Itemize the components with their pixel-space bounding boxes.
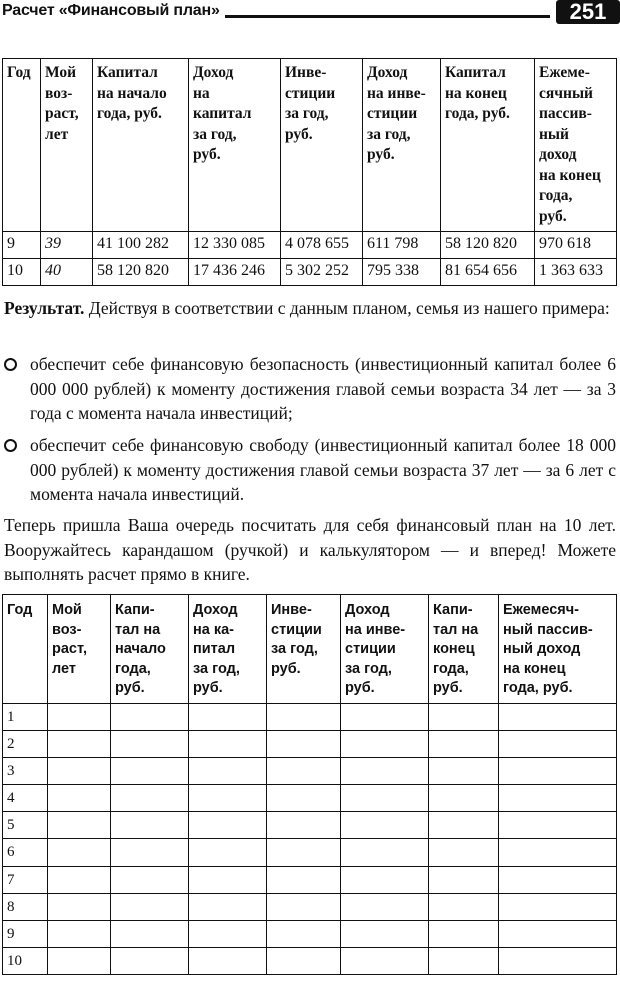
header-line: ный доход [503, 641, 581, 657]
table-row [3, 948, 617, 975]
blank-cell[interactable] [48, 757, 111, 784]
table-cell: 970 618 [535, 232, 617, 259]
year-cell: 7 [3, 866, 48, 893]
header-line: Капитал [445, 64, 506, 81]
header-line: на конец [503, 660, 566, 677]
header-line: Капи- [433, 602, 473, 618]
header-line: конец [433, 641, 475, 657]
invitation-paragraph: Теперь пришла Ваша очередь посчитать для себя финансовый план на 10 лет. Вооружайтесь карандашом (ручкой) и калькулятором — и вперед! Можете выполнять расчет прямо в книге. [4, 515, 616, 584]
blank-cell[interactable] [499, 893, 617, 920]
header-line: руб. [433, 680, 463, 696]
blank-cell[interactable] [189, 921, 267, 948]
column-header [3, 595, 48, 704]
list-item [4, 433, 616, 507]
year-cell: 5 [3, 812, 48, 839]
table-cell: 58 120 820 [441, 232, 535, 259]
blank-cell[interactable] [341, 893, 429, 920]
table-cell: 5 302 252 [281, 259, 363, 286]
header-line: начало [115, 641, 166, 657]
table-cell: 39 [41, 232, 93, 259]
column-header [281, 59, 363, 232]
header-line: стиции [345, 641, 396, 657]
table-cell: 9 [3, 232, 41, 259]
column-header [267, 595, 341, 704]
blank-cell[interactable] [429, 921, 499, 948]
column-header [341, 595, 429, 704]
header-line: тал на [433, 621, 479, 638]
header-line: за год, [345, 660, 392, 677]
header-line: пассив- [539, 105, 592, 122]
blank-cell[interactable] [111, 839, 189, 866]
table-header-row [3, 595, 617, 704]
header-line: Доход [345, 602, 390, 618]
year-cell: 6 [3, 839, 48, 866]
column-header [93, 59, 189, 232]
header-line: года, [433, 660, 469, 677]
blank-cell[interactable] [48, 812, 111, 839]
circle-bullet-icon [4, 358, 17, 371]
blank-cell[interactable] [341, 730, 429, 757]
table-row [3, 730, 617, 757]
blank-cell[interactable] [429, 785, 499, 812]
blank-cell[interactable] [499, 921, 617, 948]
blank-cell[interactable] [189, 839, 267, 866]
column-header [3, 59, 41, 232]
header-line: раст, [45, 105, 79, 122]
blank-cell[interactable] [189, 785, 267, 812]
blank-cell[interactable] [189, 812, 267, 839]
result-text: Действуя в соответствии с данным планом, семья из нашего примера: [88, 298, 610, 318]
header-line: за год, [367, 125, 411, 143]
blank-cell[interactable] [111, 948, 189, 975]
column-header [189, 595, 267, 704]
header-line: лет [45, 125, 69, 143]
table-cell: 41 100 282 [93, 232, 189, 259]
circle-bullet-icon [4, 439, 17, 452]
blank-cell[interactable] [267, 730, 341, 757]
result-label: Результат. [4, 298, 85, 318]
blank-cell[interactable] [267, 812, 341, 839]
header-line: руб. [193, 146, 221, 163]
table-row [3, 893, 617, 920]
header-line: Доход [193, 64, 234, 81]
blank-cell[interactable] [429, 866, 499, 893]
header-line: Мой [52, 602, 82, 618]
column-header [111, 595, 189, 704]
blank-cell[interactable] [267, 785, 341, 812]
header-line: на инве- [367, 84, 426, 102]
table-header-row [3, 59, 617, 232]
table-row [3, 703, 617, 730]
header-line: года, руб. [503, 680, 573, 696]
header-line: Год [7, 602, 33, 618]
header-line: Ежемесяч- [503, 602, 580, 618]
header-line: за год, [193, 125, 237, 143]
header-rule [225, 15, 550, 18]
blank-cell[interactable] [48, 839, 111, 866]
blank-cell[interactable] [111, 757, 189, 784]
blank-cell[interactable] [189, 866, 267, 893]
header-line: года, [539, 187, 573, 204]
list-item [4, 352, 616, 426]
blank-cell[interactable] [341, 839, 429, 866]
header-line: тал на [115, 621, 161, 638]
column-header [363, 59, 441, 232]
header-line: на конец [539, 166, 601, 184]
column-header [535, 59, 617, 232]
header-line: руб. [115, 680, 145, 696]
header-line: на начало [97, 84, 167, 102]
table-row [3, 232, 617, 259]
header-line: стиции [285, 84, 336, 102]
year-cell: 10 [3, 948, 48, 975]
header-line: лет [52, 660, 76, 677]
bullet-text: обеспечит себе финансовую безопасность (инвестиционный капитал более 6 000 000 рублей) к моменту достижения главой семьи возраста 34 лет — за 3 года с момента начала инвестиций; [30, 354, 616, 423]
blank-cell[interactable] [499, 757, 617, 784]
blank-cell[interactable] [111, 785, 189, 812]
table-cell: 1 363 633 [535, 259, 617, 286]
header-line: Доход [193, 602, 238, 618]
header-line: раст, [52, 641, 88, 657]
blank-cell[interactable] [48, 893, 111, 920]
header-line: за год, [193, 660, 240, 677]
blank-cell[interactable] [429, 839, 499, 866]
table-row [3, 785, 617, 812]
blank-cell[interactable] [499, 785, 617, 812]
year-cell: 4 [3, 785, 48, 812]
header-line: Инве- [285, 64, 327, 81]
blank-cell[interactable] [48, 921, 111, 948]
blank-cell[interactable] [429, 730, 499, 757]
blank-cell[interactable] [111, 703, 189, 730]
blank-cell[interactable] [48, 948, 111, 975]
blank-cell[interactable] [341, 703, 429, 730]
blank-cell[interactable] [111, 866, 189, 893]
table-row [3, 839, 617, 866]
table-row [3, 259, 617, 286]
table-cell: 4 078 655 [281, 232, 363, 259]
header-line: года, [115, 660, 151, 677]
header-line: сячный [539, 84, 593, 102]
header-line: на конец [445, 84, 507, 102]
table-row [3, 757, 617, 784]
blank-cell[interactable] [267, 921, 341, 948]
column-header [189, 59, 281, 232]
blank-cell[interactable] [499, 812, 617, 839]
blank-cell[interactable] [189, 757, 267, 784]
header-line: Капитал [97, 64, 158, 81]
blank-cell[interactable] [48, 785, 111, 812]
column-header [48, 595, 111, 704]
table-cell: 611 798 [363, 232, 441, 259]
header-line: воз- [45, 84, 73, 102]
header-line: ный пассив- [503, 621, 593, 638]
blank-cell[interactable] [111, 812, 189, 839]
column-header [499, 595, 617, 704]
blank-cell[interactable] [48, 730, 111, 757]
blank-cell[interactable] [189, 893, 267, 920]
blank-cell[interactable] [341, 757, 429, 784]
year-cell: 8 [3, 893, 48, 920]
blank-cell[interactable] [341, 866, 429, 893]
page-number: 251 [556, 0, 620, 24]
blank-plan-table [2, 594, 617, 975]
table-row [3, 866, 617, 893]
table-cell: 58 120 820 [93, 259, 189, 286]
table-cell: 10 [3, 259, 41, 286]
blank-cell[interactable] [499, 839, 617, 866]
blank-cell[interactable] [429, 893, 499, 920]
header-line: Мой [45, 64, 77, 81]
table-row [3, 812, 617, 839]
blank-cell[interactable] [267, 757, 341, 784]
blank-cell[interactable] [499, 703, 617, 730]
header-line: Капи- [115, 602, 155, 618]
header-line: за год, [285, 105, 329, 122]
table-cell: 81 654 656 [441, 259, 535, 286]
blank-cell[interactable] [499, 866, 617, 893]
header-line: руб. [285, 125, 313, 143]
header-line: руб. [271, 660, 301, 677]
blank-cell[interactable] [429, 757, 499, 784]
blank-cell[interactable] [341, 948, 429, 975]
header-line: за год, [271, 641, 318, 657]
header-line: Инве- [271, 602, 312, 618]
header-line: руб. [345, 680, 375, 696]
blank-cell[interactable] [267, 703, 341, 730]
page-header [0, 0, 620, 28]
column-header [41, 59, 93, 232]
blank-cell[interactable] [111, 730, 189, 757]
blank-cell[interactable] [429, 948, 499, 975]
year-cell: 2 [3, 730, 48, 757]
header-line: руб. [367, 146, 395, 163]
table-cell: 12 330 085 [189, 232, 281, 259]
header-line: Год [7, 64, 31, 81]
header-line: доход [539, 146, 577, 163]
year-cell: 3 [3, 757, 48, 784]
header-line: Доход [367, 64, 408, 81]
header-line: капитал [193, 105, 252, 122]
blank-cell[interactable] [429, 703, 499, 730]
header-line: стиции [367, 105, 418, 122]
blank-cell[interactable] [429, 812, 499, 839]
header-line: Ежеме- [539, 64, 590, 81]
blank-cell[interactable] [267, 866, 341, 893]
blank-cell[interactable] [189, 948, 267, 975]
table-cell: 795 338 [363, 259, 441, 286]
blank-cell[interactable] [48, 703, 111, 730]
header-line: руб. [193, 680, 223, 696]
example-plan-table [2, 58, 617, 286]
header-line: на ка- [193, 621, 235, 638]
blank-cell[interactable] [189, 730, 267, 757]
year-cell: 1 [3, 703, 48, 730]
header-line: воз- [52, 621, 82, 638]
table-row [3, 921, 617, 948]
table-cell: 40 [41, 259, 93, 286]
blank-cell[interactable] [267, 839, 341, 866]
blank-cell[interactable] [48, 866, 111, 893]
blank-cell[interactable] [267, 893, 341, 920]
result-paragraph [4, 296, 616, 321]
blank-cell[interactable] [341, 812, 429, 839]
blank-cell[interactable] [499, 730, 617, 757]
blank-cell[interactable] [267, 948, 341, 975]
header-line: на [193, 84, 210, 102]
header-line: года, руб. [445, 105, 510, 122]
bullet-text: обеспечит себе финансовую свободу (инвестиционный капитал более 18 000 000 рублей) к моменту достижения главой семьи возраста 37 лет — за 6 лет с момента начала инвестиций. [30, 435, 616, 504]
year-cell: 9 [3, 921, 48, 948]
blank-cell[interactable] [111, 921, 189, 948]
header-line: питал [193, 641, 236, 657]
header-line: стиции [271, 621, 322, 638]
blank-cell[interactable] [111, 893, 189, 920]
blank-cell[interactable] [499, 948, 617, 975]
blank-cell[interactable] [189, 703, 267, 730]
blank-cell[interactable] [341, 785, 429, 812]
blank-cell[interactable] [341, 921, 429, 948]
column-header [441, 59, 535, 232]
header-line: года, руб. [97, 105, 162, 122]
header-line: на инве- [345, 621, 406, 638]
running-title: Расчет «Финансовый план» [2, 2, 220, 19]
table-cell: 17 436 246 [189, 259, 281, 286]
header-line: ный [539, 125, 569, 143]
column-header [429, 595, 499, 704]
header-line: руб. [539, 207, 567, 225]
